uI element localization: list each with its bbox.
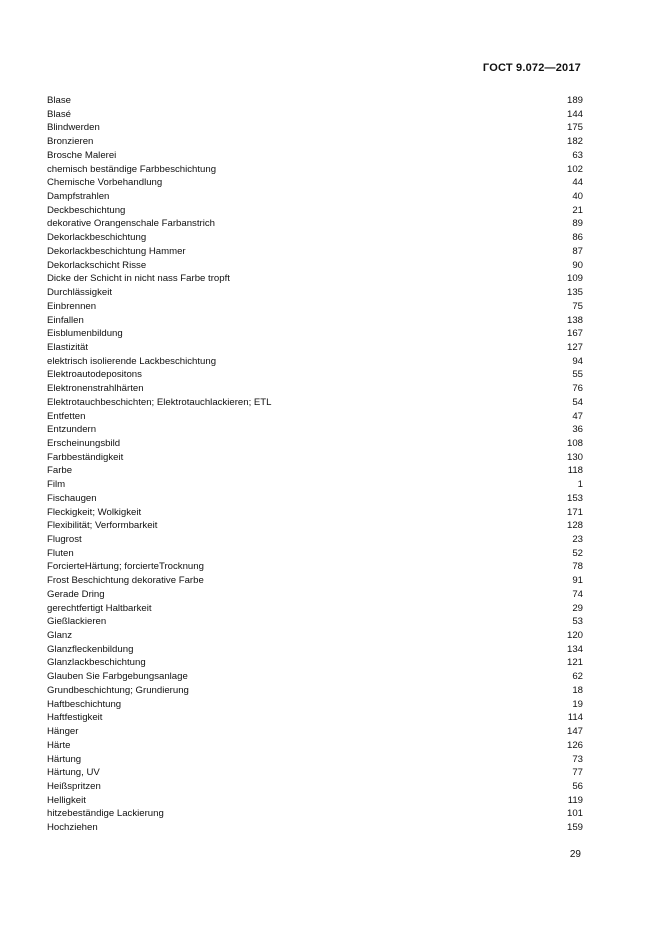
index-term: dekorative Orangenschale Farbanstrich bbox=[47, 218, 215, 230]
index-term: Dampfstrahlen bbox=[47, 191, 110, 203]
index-term: Film bbox=[47, 479, 66, 491]
index-entry bbox=[47, 451, 583, 465]
index-page-ref: 182 bbox=[566, 136, 583, 148]
index-term: Hochziehen bbox=[47, 822, 98, 834]
index-page-ref: 62 bbox=[572, 671, 583, 683]
index-entry bbox=[47, 382, 583, 396]
document-header: ГОСТ 9.072—2017 bbox=[482, 62, 581, 74]
index-page-ref: 78 bbox=[572, 561, 583, 573]
index-page-ref: 159 bbox=[566, 822, 583, 834]
index-entry bbox=[47, 821, 583, 835]
index-term: Flexibilität; Verformbarkeit bbox=[47, 520, 158, 532]
index-term: Fleckigkeit; Wolkigkeit bbox=[47, 506, 142, 518]
index-entry bbox=[47, 121, 583, 135]
index-page-ref: 120 bbox=[566, 630, 583, 642]
index-entry bbox=[47, 217, 583, 231]
index-term: Eisblumenbildung bbox=[47, 328, 123, 340]
index-term: Blasé bbox=[47, 108, 71, 120]
index-page-ref: 36 bbox=[572, 424, 583, 436]
index-entry bbox=[47, 602, 583, 616]
index-page-ref: 63 bbox=[572, 149, 583, 161]
index-page-ref: 126 bbox=[566, 739, 583, 751]
index-term: Chemische Vorbehandlung bbox=[47, 177, 163, 189]
index-term: Heißspritzen bbox=[47, 780, 101, 792]
index-entry bbox=[47, 711, 583, 725]
index-term: Flugrost bbox=[47, 534, 82, 545]
index-term: Elektroautodepositons bbox=[47, 369, 142, 381]
index-entry bbox=[47, 533, 583, 547]
index-entry bbox=[47, 259, 583, 273]
index-term: Brosche Malerei bbox=[47, 149, 117, 161]
index-term: Entfetten bbox=[47, 410, 86, 422]
index-page-ref: 134 bbox=[566, 643, 583, 655]
index-term: Erscheinungsbild bbox=[47, 437, 121, 449]
index-entry bbox=[47, 574, 583, 588]
alphabetical-index bbox=[47, 94, 583, 835]
index-page-ref: 118 bbox=[567, 465, 583, 477]
index-page-ref: 171 bbox=[566, 506, 583, 518]
index-entry bbox=[47, 656, 583, 670]
index-page-ref: 101 bbox=[566, 808, 583, 820]
index-entry bbox=[47, 464, 583, 478]
index-page-ref: 29 bbox=[572, 602, 583, 614]
index-entry bbox=[47, 286, 583, 300]
index-entry bbox=[47, 272, 583, 286]
index-entry bbox=[47, 753, 583, 767]
index-entry bbox=[47, 780, 583, 794]
index-term: Härte bbox=[47, 739, 71, 751]
index-page-ref: 44 bbox=[572, 177, 583, 189]
index-page-ref: 21 bbox=[572, 204, 583, 216]
index-page-ref: 89 bbox=[572, 218, 583, 230]
index-term: chemisch beständige Farbbeschichtung bbox=[47, 163, 217, 175]
index-term: Elastizität bbox=[47, 341, 89, 353]
index-page-ref: 147 bbox=[566, 726, 583, 738]
index-page-ref: 74 bbox=[572, 588, 583, 600]
index-entry bbox=[47, 149, 583, 163]
index-entry bbox=[47, 547, 583, 561]
index-entry bbox=[47, 108, 583, 122]
index-page-ref: 40 bbox=[572, 191, 583, 203]
index-page-ref: 127 bbox=[566, 341, 583, 353]
index-entry bbox=[47, 560, 583, 574]
index-entry bbox=[47, 794, 583, 808]
index-entry bbox=[47, 245, 583, 259]
index-page-ref: 90 bbox=[572, 259, 583, 271]
index-page-ref: 52 bbox=[572, 547, 583, 559]
index-entry bbox=[47, 643, 583, 657]
index-term: Blase bbox=[47, 95, 71, 106]
index-page-ref: 56 bbox=[572, 780, 583, 792]
index-page-ref: 19 bbox=[572, 698, 583, 710]
index-entry bbox=[47, 588, 583, 602]
index-page-ref: 138 bbox=[566, 314, 583, 326]
index-entry bbox=[47, 396, 583, 410]
index-entry bbox=[47, 766, 583, 780]
index-entry bbox=[47, 176, 583, 190]
index-page-ref: 76 bbox=[572, 383, 583, 395]
index-page-ref: 18 bbox=[572, 684, 583, 696]
index-term: Dekorlackbeschichtung bbox=[47, 232, 147, 244]
index-entry bbox=[47, 492, 583, 506]
index-entry bbox=[47, 135, 583, 149]
index-page-ref: 135 bbox=[566, 287, 583, 299]
index-page-ref: 175 bbox=[566, 122, 583, 134]
index-term: Glanzlackbeschichtung bbox=[47, 657, 146, 669]
index-page-ref: 167 bbox=[566, 328, 583, 340]
index-page-ref: 153 bbox=[566, 492, 583, 504]
index-term: Elektronenstrahlhärten bbox=[47, 383, 144, 395]
index-page-ref: 119 bbox=[567, 794, 583, 806]
index-term: Gerade Dring bbox=[47, 588, 105, 600]
page-number: 29 bbox=[569, 849, 581, 860]
index-term: Grundbeschichtung; Grundierung bbox=[47, 684, 189, 696]
index-term: Gießlackieren bbox=[47, 616, 107, 628]
index-term: Fluten bbox=[47, 547, 74, 559]
index-entry bbox=[47, 423, 583, 437]
index-page-ref: 130 bbox=[566, 451, 583, 463]
index-term: Blindwerden bbox=[47, 122, 100, 134]
index-page-ref: 77 bbox=[572, 767, 583, 779]
index-entry bbox=[47, 204, 583, 218]
index-page-ref: 109 bbox=[566, 273, 583, 285]
index-entry bbox=[47, 478, 583, 492]
index-term: Einbrennen bbox=[47, 300, 97, 312]
index-page-ref: 94 bbox=[572, 355, 583, 367]
index-page-ref: 144 bbox=[566, 108, 583, 120]
index-term: Durchlässigkeit bbox=[47, 287, 113, 299]
index-term: ForcierteHärtung; forcierteTrocknung bbox=[47, 561, 204, 573]
index-page-ref: 73 bbox=[572, 753, 583, 765]
index-page-ref: 121 bbox=[566, 657, 583, 669]
index-page-ref: 86 bbox=[572, 232, 583, 244]
index-entry bbox=[47, 341, 583, 355]
index-entry bbox=[47, 629, 583, 643]
index-term: Härtung, UV bbox=[47, 767, 100, 779]
index-term: Dekorlackbeschichtung Hammer bbox=[47, 245, 186, 257]
index-term: elektrisch isolierende Lackbeschichtung bbox=[47, 355, 217, 367]
index-term: Fischaugen bbox=[47, 492, 97, 504]
index-term: hitzebeständige Lackierung bbox=[47, 808, 164, 820]
index-entry bbox=[47, 615, 583, 629]
index-entry bbox=[47, 437, 583, 451]
index-term: Glanz bbox=[47, 630, 73, 642]
index-term: Frost Beschichtung dekorative Farbe bbox=[47, 575, 204, 587]
index-entry bbox=[47, 231, 583, 245]
index-page-ref: 54 bbox=[572, 396, 583, 408]
index-entry bbox=[47, 368, 583, 382]
index-page-ref: 91 bbox=[572, 575, 583, 587]
index-entry bbox=[47, 670, 583, 684]
index-page-ref: 102 bbox=[566, 163, 583, 175]
index-term: Haftbeschichtung bbox=[47, 698, 122, 710]
index-page-ref: 87 bbox=[572, 245, 583, 257]
index-entry bbox=[47, 698, 583, 712]
index-term: Härtung bbox=[47, 753, 82, 765]
index-entry bbox=[47, 355, 583, 369]
index-page-ref: 53 bbox=[572, 616, 583, 628]
index-page-ref: 108 bbox=[566, 437, 583, 449]
index-page-ref: 189 bbox=[566, 95, 583, 106]
index-term: Dekorlackschicht Risse bbox=[47, 259, 147, 271]
index-entry bbox=[47, 314, 583, 328]
index-page-ref: 47 bbox=[572, 410, 583, 422]
index-term: Farbe bbox=[47, 465, 73, 477]
index-entry bbox=[47, 410, 583, 424]
index-entry bbox=[47, 190, 583, 204]
index-entry bbox=[47, 163, 583, 177]
index-entry bbox=[47, 519, 583, 533]
index-term: Hänger bbox=[47, 726, 79, 738]
index-term: gerechtfertigt Haltbarkeit bbox=[47, 602, 152, 614]
index-term: Deckbeschichtung bbox=[47, 204, 126, 216]
index-term: Einfallen bbox=[47, 314, 84, 326]
index-term: Entzundern bbox=[47, 424, 97, 436]
index-entry bbox=[47, 506, 583, 520]
index-entry bbox=[47, 739, 583, 753]
index-entry bbox=[47, 300, 583, 314]
index-term: Glauben Sie Farbgebungsanlage bbox=[47, 671, 188, 683]
index-entry bbox=[47, 94, 583, 108]
index-page-ref: 23 bbox=[572, 534, 583, 545]
index-term: Haftfestigkeit bbox=[47, 712, 103, 724]
index-term: Elektrotauchbeschichten; Elektrotauchlackieren; ETL bbox=[47, 396, 272, 408]
index-term: Helligkeit bbox=[47, 794, 86, 806]
index-page-ref: 55 bbox=[572, 369, 583, 381]
index-page-ref: 128 bbox=[566, 520, 583, 532]
index-term: Dicke der Schicht in nicht nass Farbe tropft bbox=[47, 273, 230, 285]
index-page-ref: 1 bbox=[577, 479, 583, 491]
index-term: Glanzfleckenbildung bbox=[47, 643, 134, 655]
index-page-ref: 114 bbox=[567, 712, 583, 724]
index-entry bbox=[47, 684, 583, 698]
index-term: Bronzieren bbox=[47, 136, 94, 148]
index-page-ref: 75 bbox=[572, 300, 583, 312]
index-entry bbox=[47, 327, 583, 341]
index-entry bbox=[47, 725, 583, 739]
index-entry bbox=[47, 807, 583, 821]
index-term: Farbbeständigkeit bbox=[47, 451, 124, 463]
